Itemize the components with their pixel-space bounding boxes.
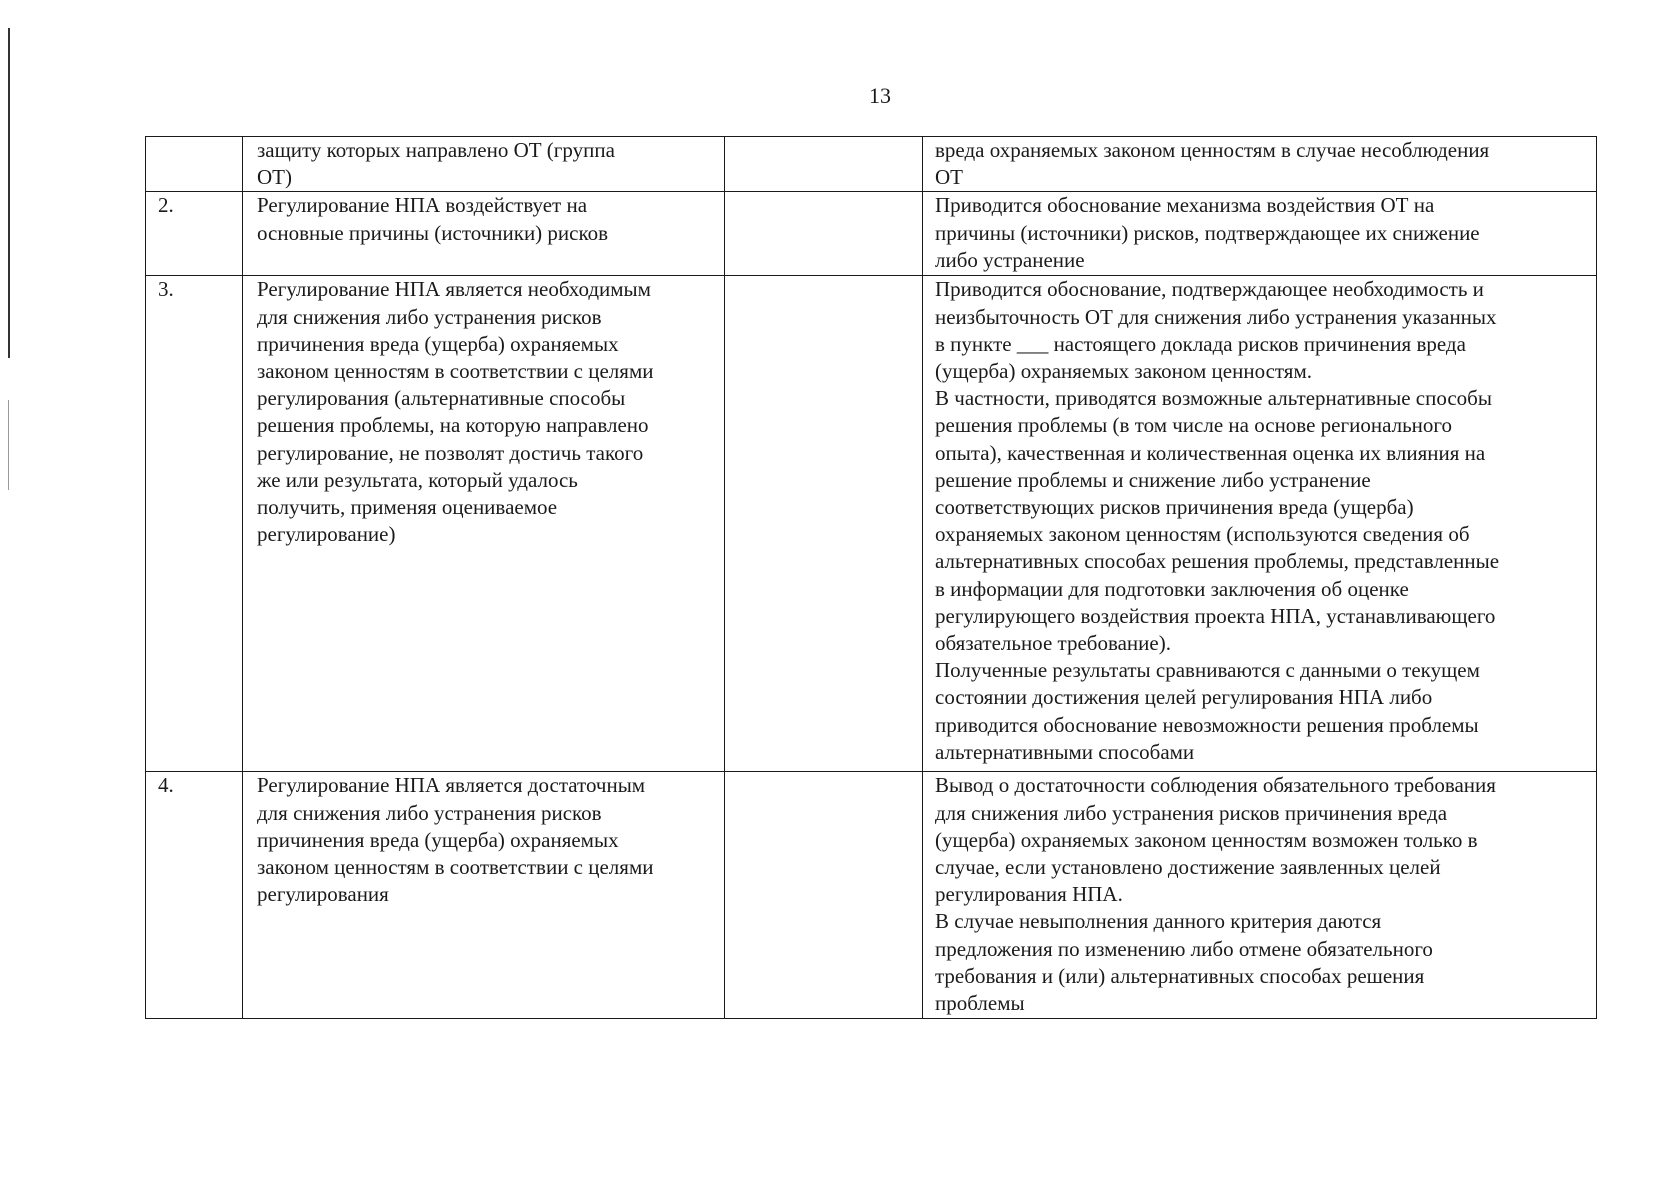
row-number-cell [146, 137, 243, 192]
criterion-text: Регулирование НПА является достаточным для снижения либо устранения рисков причинения вреда (ущерба) охраняемых законом ценностям в соответствии с целями регулирования [257, 773, 654, 907]
table-row [146, 772, 1597, 1019]
criterion-text: Регулирование НПА воздействует на основные причины (источники) рисков [257, 193, 609, 245]
criterion-text: Регулирование НПА является необходимым для снижения либо устранения рисков причинения вреда (ущерба) охраняемых законом ценностям в соответствии с целями регулирования (альтернативные способы решения проблемы, на которую направлено регулирование, не позволят достичь такого же или результата, который удалось получить, применяя оцениваемое регулирование) [257, 277, 654, 547]
justification-paragraph: Приводится обоснование, подтверждающее необходимость и неизбыточность ОТ для снижения либо устранения указанных в пункте ___ настоящего доклада рисков причинения вреда (ущерба) охраняемых законом ценностям. [935, 277, 1497, 384]
justification-cell [923, 192, 1597, 276]
row-number: 4. [158, 773, 174, 798]
empty-middle-cell [725, 276, 923, 772]
justification-paragraph: Вывод о достаточности соблюдения обязательного требования для снижения либо устранения рисков причинения вреда (ущерба) охраняемых законом ценностям возможен только в случае, если установлено достижение заявленных целей регулирования НПА. [935, 773, 1496, 907]
row-number-cell [146, 772, 243, 1019]
binding-edge-line [8, 28, 10, 358]
row-number: 2. [158, 193, 174, 218]
empty-middle-cell [725, 772, 923, 1019]
table-row [146, 276, 1597, 772]
justification-paragraph: Приводится обоснование механизма воздействия ОТ на причины (источники) рисков, подтверждающее их снижение либо устранение [935, 193, 1480, 272]
criterion-cell [243, 276, 725, 772]
page-number: 13 [869, 83, 891, 108]
criteria-table [145, 136, 1597, 1019]
justification-cell [923, 276, 1597, 772]
justification-paragraph: вреда охраняемых законом ценностям в случае несоблюдения ОТ [935, 138, 1490, 190]
criterion-cell [243, 137, 725, 192]
row-number-cell [146, 276, 243, 772]
binding-edge-mark [8, 400, 9, 490]
justification-paragraph: Полученные результаты сравниваются с данными о текущем состоянии достижения целей регулирования НПА либо приводится обоснование невозможности решения проблемы альтернативными способами [935, 658, 1480, 764]
row-number-cell [146, 192, 243, 276]
criterion-cell [243, 772, 725, 1019]
row-number: 3. [158, 277, 174, 302]
criterion-text: защиту которых направлено ОТ (группа ОТ) [257, 138, 615, 190]
justification-paragraph: В частности, приводятся возможные альтернативные способы решения проблемы (в том числе на основе регионального опыта), качественная и количественная оценка их влияния на решение проблемы и снижение либо устранение соответствующих рисков причинения вреда (ущерба) охраняемых законом ценностям (используются сведения об альтернативных способах решения проблемы, представленные в информации для подготовки заключения об оценке регулирующего воздействия проекта НПА, устанавливающего обязательное требование). [935, 386, 1500, 656]
empty-middle-cell [725, 137, 923, 192]
criterion-cell [243, 192, 725, 276]
table-row [146, 137, 1597, 192]
empty-middle-cell [725, 192, 923, 276]
table-row [146, 192, 1597, 276]
justification-cell [923, 772, 1597, 1019]
justification-cell [923, 137, 1597, 192]
justification-paragraph: В случае невыполнения данного критерия даются предложения по изменению либо отмене обязательного требования и (или) альтернативных способах решения проблемы [935, 909, 1433, 1016]
